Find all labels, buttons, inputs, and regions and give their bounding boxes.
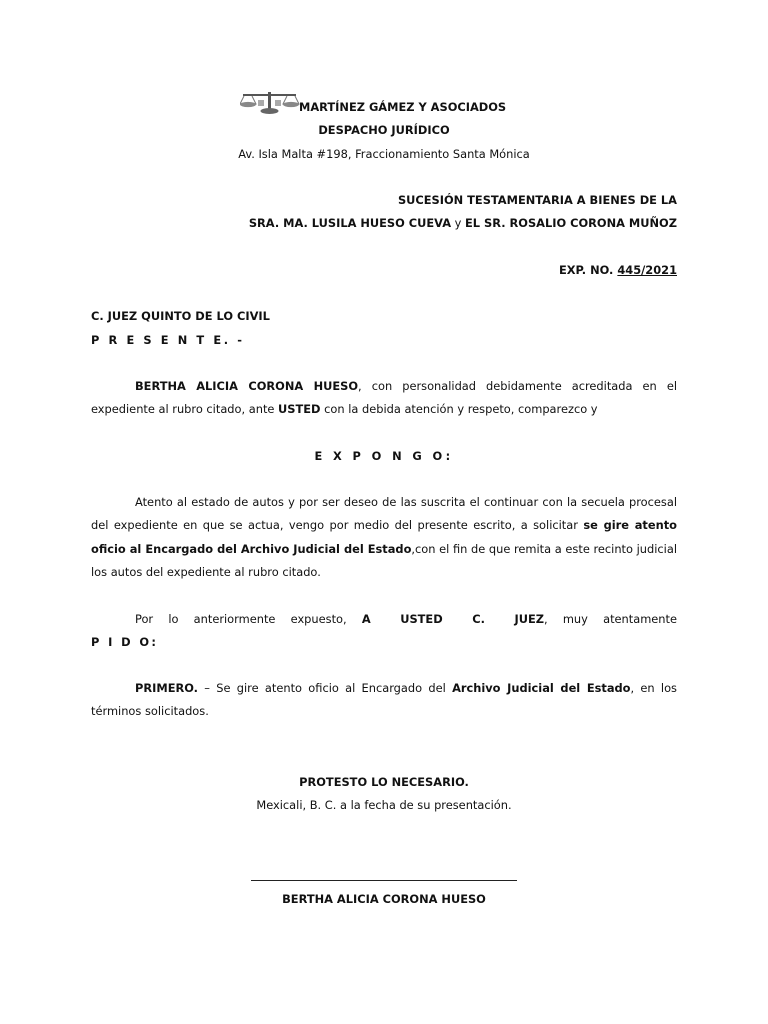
primero-label: PRIMERO.: [135, 681, 199, 695]
body-bold-request: se gire atento oficio al Encargado del Archivo Judicial del Estado: [91, 518, 677, 556]
scales-of-justice-icon: [240, 89, 300, 115]
firm-address: Av. Isla Malta #198, Fraccionamiento Santa Mónica: [238, 147, 530, 161]
case-title-line2: [249, 215, 677, 231]
signer-name: BERTHA ALICIA CORONA HUESO: [282, 892, 486, 906]
addressee-presente: P R E S E N T E. -: [91, 333, 245, 347]
pido-heading: P I D O:: [91, 635, 159, 649]
addressee-judge: C. JUEZ QUINTO DE LO CIVIL: [91, 309, 270, 323]
place-date-line: Mexicali, B. C. a la fecha de su presentación.: [256, 798, 512, 812]
primero-bold: Archivo Judicial del Estado: [452, 681, 631, 695]
body-paragraph: [91, 491, 677, 584]
primero-text-a: – Se gire atento oficio al Encargado del: [198, 681, 453, 695]
intro-paragraph: [91, 375, 677, 422]
request-text-a: Por lo anteriormente expuesto,: [135, 612, 362, 626]
expongo-heading: E X P O N G O:: [314, 449, 454, 463]
body-text-a: Atento al estado de autos y por ser deseo de las suscrita el continuar con la secuela procesal del expediente en que se actua, vengo por medio del presente escrito, a solicitar: [91, 495, 677, 533]
case-party-2: EL SR. ROSALIO CORONA MUÑOZ: [465, 216, 677, 230]
primero-text-b: , en los términos solicitados.: [91, 681, 677, 719]
expediente-label: EXP. NO.: [558, 263, 618, 277]
intro-text-b: con la debida atención y respeto, comparezco y: [320, 402, 598, 417]
protesto-line: PROTESTO LO NECESARIO.: [299, 775, 469, 789]
firm-subtitle: DESPACHO JURÍDICO: [318, 123, 450, 137]
expediente-value: 445/2021: [617, 263, 677, 277]
intro-text-a: , con personalidad debidamente acreditada en el expediente al rubro citado, ante: [91, 379, 677, 417]
signature-line: [251, 880, 517, 881]
request-text-b: , muy atentamente: [544, 612, 678, 626]
primero-paragraph: [91, 677, 677, 724]
body-text-b: ,con el fin de que remita a este recinto judicial los autos del expediente al rubro citado.: [91, 541, 677, 579]
intro-name: BERTHA ALICIA CORONA HUESO: [135, 379, 359, 393]
request-bold: A USTED C. JUEZ: [361, 612, 544, 626]
expediente-number: [559, 262, 677, 278]
request-paragraph: [91, 608, 677, 631]
case-title-line1: SUCESIÓN TESTAMENTARIA A BIENES DE LA: [397, 193, 677, 207]
case-party-1: SRA. MA. LUSILA HUESO CUEVA: [248, 216, 452, 230]
firm-name: MARTÍNEZ GÁMEZ Y ASOCIADOS: [299, 100, 507, 114]
intro-usted: USTED: [278, 402, 321, 417]
case-conjunction: y: [451, 216, 466, 230]
